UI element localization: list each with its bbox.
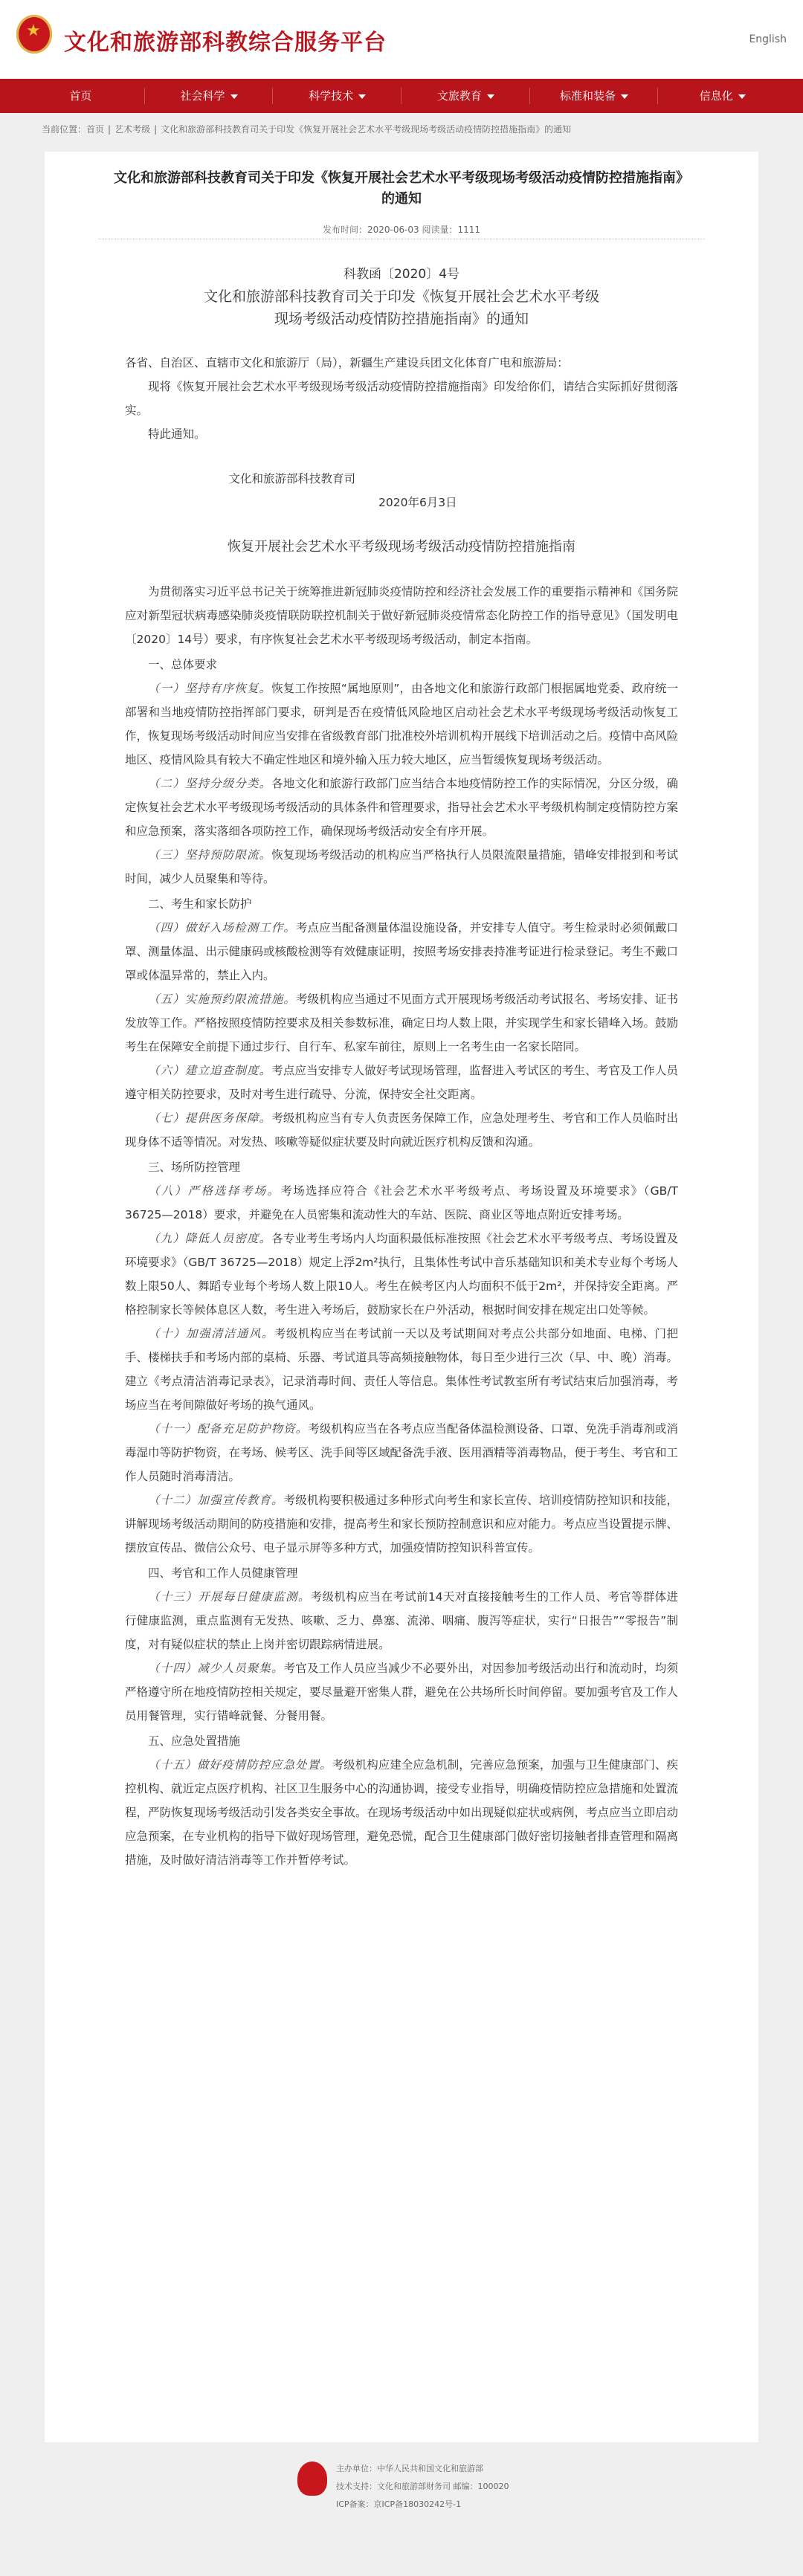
paragraph-lead: （一）坚持有序恢复。 bbox=[148, 682, 272, 695]
article-title: 文化和旅游部科技教育司关于印发《恢复开展社会艺术水平考级现场考级活动疫情防控措施指南》的通知 bbox=[114, 170, 689, 207]
footer-support: 技术支持：文化和旅游部财务司 邮编：100020 bbox=[336, 2482, 509, 2491]
paragraph-text: 考场选择应符合《社会艺术水平考级考点、考场设置及环境要求》（GB/T 36725—2018）要求，并避免在人员密集和流动性大的车站、医院、商业区等地点附近安排考场。 bbox=[125, 1184, 678, 1221]
paragraph-lead: （十一）配备充足防护物资。 bbox=[148, 1422, 309, 1436]
section-heading: 五、应急处置措施 bbox=[148, 1734, 241, 1748]
site-footer bbox=[0, 2448, 803, 2576]
paragraph-lead: （十五）做好疫情防控应急处置。 bbox=[148, 1758, 332, 1772]
breadcrumb bbox=[0, 113, 803, 146]
nav-item[interactable] bbox=[145, 79, 274, 113]
national-emblem-icon bbox=[16, 15, 52, 54]
guide-paragraph bbox=[125, 1417, 678, 1488]
section-heading: 四、考官和工作人员健康管理 bbox=[148, 1566, 298, 1580]
chevron-down-icon bbox=[738, 94, 746, 99]
nav-item[interactable] bbox=[658, 79, 787, 113]
section-heading: 三、场所防控管理 bbox=[148, 1161, 241, 1174]
paragraph-text: 各地文化和旅游行政部门应当结合本地疫情防控工作的实际情况，分区分级，确定恢复社会艺术水平考级现场考级活动的具体条件和管理要求，指导社会艺术水平考级机构制定疫情防控方案和应急预案，落实落细各项防控工作，确保现场考级活动安全有序开展。 bbox=[125, 777, 679, 838]
breadcrumb-separator: | bbox=[108, 124, 112, 135]
guide-paragraph bbox=[125, 1753, 678, 1872]
paragraph-text: 考级机构要积极通过多种形式向考生和家长宣传、培训疫情防控知识和技能，讲解现场考级活动期间的防疫措施和安排，提高考生和家长预防控制意识和应对能力。考点应当设置提示牌、摆放宣传品、微信公众号、电子显示屏等多种方式，加强疫情防控知识科普宣传。 bbox=[125, 1494, 679, 1555]
notice-end: 特此通知。 bbox=[148, 427, 206, 441]
guide-paragraph bbox=[125, 916, 678, 987]
paragraph-text: 考级机构应当有专人负责医务保障工作，应急处理考生、考官和工作人员临时出现身体不适等情况。对发热、咳嗽等疑似症状要及时向就近医疗机构反馈和沟通。 bbox=[125, 1111, 678, 1149]
footer-icp[interactable]: ICP备案：京ICP备18030242号-1 bbox=[336, 2499, 462, 2509]
paragraph-text: 考级机构应建全应急机制，完善应急预案，加强与卫生健康部门、疾控机构、就近定点医疗机构、社区卫生服务中心的沟通协调，接受专业指导，明确疫情防控应急措施和处置流程，严防恢复现场考级活动引发各类安全事故。在现场考级活动中如出现疑似症状或病例，考点应当立即启动应急预案，在专业机构的指导下做好现场管理，避免恐慌，配合卫生健康部门做好密切接触者排查管理和隔离措施，及时做好清洁消毒等工作并暂停考试。 bbox=[125, 1758, 679, 1867]
paragraph-text: 考点应当配备测量体温设施设备，并安排专人值守。考生检录时必须佩戴口罩、测量体温、出示健康码或核酸检测等有效健康证明，按照考场安排表持准考证进行检录登记。考生不戴口罩或体温异常的，禁止入内。 bbox=[125, 921, 679, 982]
spacer bbox=[125, 330, 678, 351]
document-title-line: 文化和旅游部科技教育司关于印发《恢复开展社会艺术水平考级 bbox=[203, 288, 599, 305]
breadcrumb-separator: | bbox=[154, 124, 158, 135]
nav-item-label: 标准和装备 bbox=[560, 89, 616, 103]
sign-date: 2020年6月3日 bbox=[378, 496, 457, 509]
chevron-down-icon bbox=[230, 94, 238, 99]
paragraph-text: 恢复现场考级活动的机构应当严格执行人员限流限量措施，错峰安排报到和考试时间，减少人员聚集和等待。 bbox=[125, 848, 678, 885]
nav-item-label: 信息化 bbox=[699, 89, 733, 103]
paragraph-lead: （九）降低人员密度。 bbox=[148, 1232, 272, 1245]
nav-item[interactable] bbox=[273, 79, 402, 113]
spacer bbox=[125, 514, 678, 535]
paragraph-lead: （七）提供医务保障。 bbox=[148, 1111, 272, 1125]
guide-paragraph bbox=[125, 843, 678, 891]
paragraph-lead: （十）加强清洁通风。 bbox=[148, 1327, 274, 1340]
section-heading: 二、考生和家长防护 bbox=[148, 897, 252, 911]
chevron-down-icon bbox=[621, 94, 628, 99]
paragraph-lead: （五）实施预约限流措施。 bbox=[148, 992, 296, 1006]
chevron-down-icon bbox=[487, 94, 494, 99]
paragraph-text: 各专业考生考场内人均面积最低标准按照《社会艺术水平考级考点、考场设置及环境要求》（GB/T 36725—2018）规定上浮2m²执行，且集体性考试中音乐基础知识和美术专业每个考场人数上限50人、舞蹈专业每个考场人数上限10人。考生在候考区内人均面积不低于2m²，并保持安全距离。严格控制家长等候体息区人数，考生进入考场后，鼓励家长在户外活动，根据时间安排在规定出口处等候。 bbox=[125, 1232, 678, 1317]
paragraph-text: 考级机构应当在各考点应当配备体温检测设备、口罩、免洗手消毒剂或消毒湿巾等防护物资，在考场、候考区、洗手间等区域配备洗手液、医用酒精等消毒物品，便于考生、考官和工作人员随时消毒清洁。 bbox=[125, 1422, 679, 1483]
guide-paragraph bbox=[125, 1322, 678, 1417]
paragraph-text: 考级机构应当在考试前一天以及考试期间对考点公共部分如地面、电梯、门把手、楼梯扶手和考场内部的桌椅、乐器、考试道具等高频接触物体，每日至少进行三次（早、中、晚）消毒。建立《考点清洁消毒记录表》，记录消毒时间、责任人等信息。集体性考试教室所有考试结束后加强消毒，考场应当在考间隙做好考场的换气通风。 bbox=[125, 1327, 679, 1412]
paragraph-lead: （八）严格选择考场。 bbox=[148, 1184, 281, 1198]
article-body bbox=[125, 263, 678, 1872]
paragraph-text: 恢复工作按照“属地原则”，由各地文化和旅游行政部门根据属地党委、政府统一部署和当地疫情防控指挥部门要求，研判是否在疫情低风险地区启动社会艺术水平考级现场考级活动恢复工作，恢复现场考级活动时间应当安排在省级教育部门批准校外培训机构开展线下培训活动之后。疫情中高风险地区、疫情风险具有较大不确定性地区和境外输入压力较大地区，应当暂缓恢复现场考级活动。 bbox=[125, 682, 679, 766]
guide-paragraph bbox=[125, 1227, 678, 1322]
nav-item-label: 社会科学 bbox=[180, 89, 225, 103]
paragraph-text: 考级机构应当在考试前14天对直接接触考生的工作人员、考官等群体进行健康监测，重点监测有无发热、咳嗽、乏力、鼻塞、流涕、咽痛、腹泻等症状，实行“日报告”“零报告”制度，对有疑似症状的禁止上岗并密切跟踪病情进展。 bbox=[125, 1590, 678, 1651]
nav-item-label: 科学技术 bbox=[309, 89, 354, 103]
article-meta: 发布时间：2020-06-03 阅读量：1111 bbox=[322, 225, 481, 235]
document-title-line: 现场考级活动疫情防控措施指南》的通知 bbox=[274, 311, 529, 327]
document-number: 科教函〔2020〕4号 bbox=[343, 267, 460, 282]
paragraph-lead: （六）建立追查制度。 bbox=[148, 1064, 272, 1077]
paragraph-lead: （四）做好入场检测工作。 bbox=[148, 921, 296, 934]
nav-item[interactable] bbox=[402, 79, 530, 113]
paragraph-text: 考官及工作人员应当减少不必要外出，对因参加考级活动出行和流动时，均须严格遵守所在地疫情防控相关规定，要尽量避开密集人群，避免在公共场所长时间停留。要加强考官及工作人员用餐管理，实行错峰就餐、分餐用餐。 bbox=[125, 1662, 679, 1723]
breadcrumb-label: 当前位置： bbox=[42, 124, 87, 135]
breadcrumb-category[interactable]: 艺术考级 bbox=[115, 124, 151, 135]
guide-paragraph bbox=[125, 1585, 678, 1656]
site-title[interactable]: 文化和旅游部科教综合服务平台 bbox=[64, 30, 387, 56]
nav-item[interactable] bbox=[530, 79, 659, 113]
guide-paragraph bbox=[125, 987, 678, 1059]
salutation: 各省、自治区、直辖市文化和旅游厅（局），新疆生产建设兵团文化体育广电和旅游局： bbox=[125, 356, 569, 369]
guide-sections bbox=[125, 653, 678, 1872]
guide-paragraph bbox=[125, 1179, 678, 1227]
guide-paragraph bbox=[125, 1656, 678, 1728]
spacer bbox=[125, 559, 678, 580]
spacer bbox=[125, 446, 678, 467]
nav-item[interactable] bbox=[16, 79, 145, 113]
footer-info bbox=[336, 2460, 509, 2514]
footer-emblem-icon bbox=[297, 2462, 327, 2496]
guide-title: 恢复开展社会艺术水平考级现场考级活动疫情防控措施指南 bbox=[228, 539, 575, 555]
paragraph-lead: （十四）减少人员聚集。 bbox=[148, 1662, 284, 1675]
guide-paragraph bbox=[125, 1106, 678, 1154]
paragraph-text: 考点应当安排专人做好考试现场管理，监督进入考试区的考生、考官及工作人员遵守相关防控要求，及时对考生进行疏导、分流，保持安全社交距离。 bbox=[125, 1064, 678, 1101]
section-heading: 一、总体要求 bbox=[148, 658, 218, 671]
breadcrumb-home[interactable]: 首页 bbox=[86, 124, 105, 135]
guide-intro: 为贯彻落实习近平总书记关于统筹推进新冠肺炎疫情防控和经济社会发展工作的重要指示精神和《国务院应对新型冠状病毒感染肺炎疫情联防联控机制关于做好新冠肺炎疫情常态化防控工作的指导意见》（国发明电〔2020〕14号）要求，有序恢复社会艺术水平考级现场考级活动，制定本指南。 bbox=[125, 585, 679, 646]
notice-body: 现将《恢复开展社会艺术水平考级现场考级活动疫情防控措施指南》印发给你们，请结合实际抓好贯彻落实。 bbox=[125, 380, 679, 417]
english-link[interactable]: English bbox=[749, 33, 787, 45]
paragraph-lead: （十二）加强宣传教育。 bbox=[148, 1494, 284, 1507]
guide-paragraph bbox=[125, 1059, 678, 1106]
main-nav bbox=[0, 79, 803, 113]
guide-paragraph bbox=[125, 1488, 678, 1560]
paragraph-lead: （十三）开展每日健康监测。 bbox=[148, 1590, 311, 1604]
footer-sponsor: 主办单位：中华人民共和国文化和旅游部 bbox=[336, 2464, 483, 2473]
signature: 文化和旅游部科技教育司 bbox=[228, 472, 356, 485]
nav-item-label: 首页 bbox=[69, 89, 92, 103]
paragraph-lead: （三）坚持预防限流。 bbox=[148, 848, 272, 862]
nav-item-label: 文旅教育 bbox=[436, 89, 482, 103]
breadcrumb-current: 文化和旅游部科技教育司关于印发《恢复开展社会艺术水平考级现场考级活动疫情防控措施指南》的通知 bbox=[161, 124, 572, 135]
site-header bbox=[0, 0, 803, 79]
paragraph-text: 考级机构应当通过不见面方式开展现场考级活动考试报名、考场安排、证书发放等工作。严格按照疫情防控要求及相关参数标准，确定日均人数上限，并实现学生和家长错峰入场。鼓励考生在保障安全前提下通过步行、自行车、私家车前往，原则上一名考生由一名家长陪同。 bbox=[125, 992, 679, 1053]
chevron-down-icon bbox=[358, 94, 366, 99]
paragraph-lead: （二）坚持分级分类。 bbox=[148, 777, 272, 790]
guide-paragraph bbox=[125, 772, 678, 843]
guide-paragraph bbox=[125, 677, 678, 772]
article-container bbox=[45, 152, 758, 2442]
